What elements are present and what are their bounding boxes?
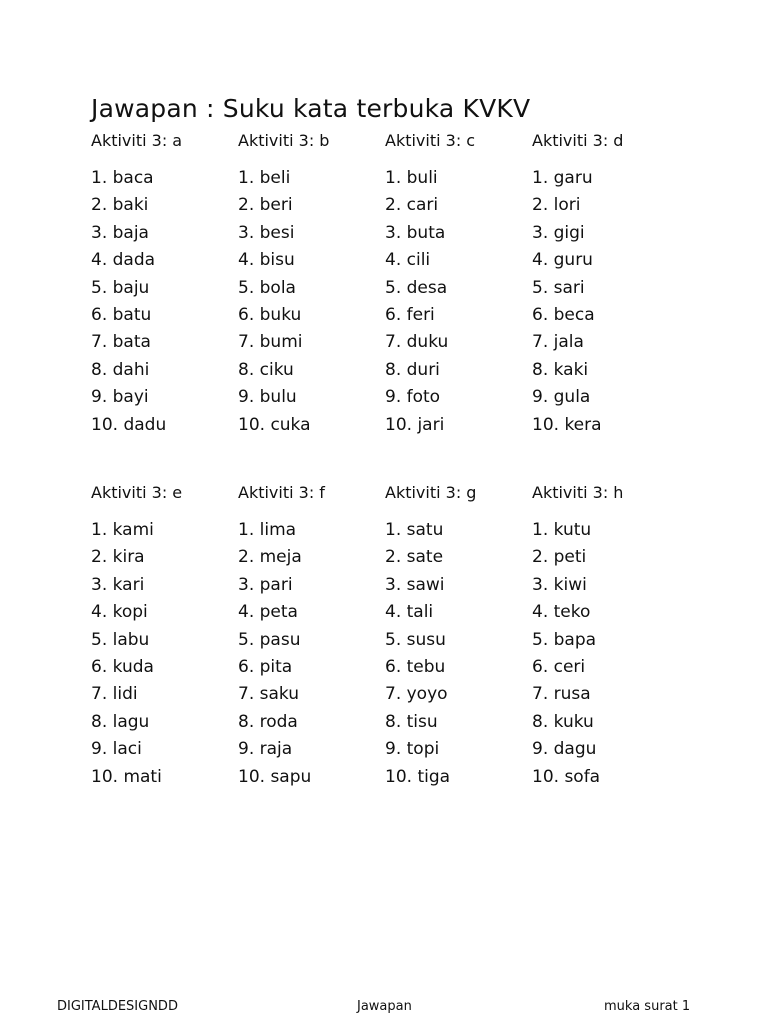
answer-item: 1. kami — [91, 520, 154, 540]
answer-item: 7. saku — [238, 684, 299, 705]
answer-item: 2. peti — [532, 547, 587, 568]
footer-brand: DIGITALDESIGNDD — [57, 999, 178, 1014]
answer-item: 8. dahi — [91, 359, 150, 380]
answer-item: 3. gigi — [532, 222, 585, 243]
answer-item: 5. susu — [385, 629, 446, 650]
answer-item: 6. feri — [385, 304, 435, 325]
answer-list — [385, 517, 532, 791]
footer-section-label: Jawapan — [357, 999, 412, 1014]
answer-item: 10. mati — [91, 766, 162, 787]
answer-item: 7. bata — [91, 332, 151, 353]
answer-item: 2. lori — [532, 195, 581, 216]
answer-item: 3. pari — [238, 574, 293, 595]
activity-heading: Aktiviti 3: h — [532, 483, 624, 502]
activity-heading: Aktiviti 3: e — [91, 483, 183, 502]
answer-item: 1. kutu — [532, 520, 592, 540]
answer-item: 6. beca — [532, 304, 595, 325]
answer-item: 8. roda — [238, 711, 298, 732]
answer-item: 7. jala — [532, 332, 584, 353]
answer-item: 5. desa — [385, 277, 448, 298]
answer-item: 7. duku — [385, 332, 449, 353]
answer-item: 7. bumi — [238, 332, 303, 353]
activity-column — [532, 482, 679, 791]
answer-item: 9. gula — [532, 387, 591, 408]
answer-item: 5. bapa — [532, 629, 597, 650]
footer-page-number: muka surat 1 — [604, 999, 691, 1014]
answer-item: 4. tali — [385, 602, 434, 623]
answer-item: 2. beri — [238, 195, 293, 216]
answer-list — [532, 165, 679, 439]
answer-item: 2. cari — [385, 195, 439, 216]
answer-item: 4. teko — [532, 602, 591, 623]
answer-item: 2. meja — [238, 547, 302, 568]
answer-item: 4. cili — [385, 250, 431, 271]
answer-item: 9. topi — [385, 739, 440, 760]
answer-item: 9. raja — [238, 739, 293, 760]
activity-column — [91, 482, 238, 791]
activity-column — [385, 482, 532, 791]
activity-column — [91, 130, 238, 439]
answer-item: 4. peta — [238, 602, 298, 623]
activity-column — [238, 130, 385, 439]
answer-item: 3. kari — [91, 574, 145, 595]
answer-item: 5. pasu — [238, 629, 301, 650]
answer-list — [385, 165, 532, 439]
answer-item: 8. ciku — [238, 359, 294, 380]
answer-item: 9. bayi — [91, 387, 149, 408]
activity-heading: Aktiviti 3: c — [385, 131, 476, 150]
answer-item: 7. lidi — [91, 684, 138, 705]
answer-item: 6. batu — [91, 304, 152, 325]
answer-item: 3. kiwi — [532, 574, 587, 595]
answer-item: 2. sate — [385, 547, 444, 568]
answer-item: 5. sari — [532, 277, 585, 298]
answer-item: 5. bola — [238, 277, 296, 298]
answer-item: 2. kira — [91, 547, 145, 568]
answer-item: 6. pita — [238, 656, 293, 677]
answer-list — [532, 517, 679, 791]
activity-column — [385, 130, 532, 439]
answer-item: 8. tisu — [385, 711, 438, 732]
activity-heading: Aktiviti 3: g — [385, 483, 477, 502]
answer-item: 8. duri — [385, 359, 440, 380]
answer-item: 1. garu — [532, 168, 593, 188]
answer-item: 10. jari — [385, 414, 445, 435]
answer-item: 1. buli — [385, 168, 438, 188]
answer-item: 10. sofa — [532, 766, 601, 787]
answer-item: 5. labu — [91, 629, 150, 650]
activity-heading: Aktiviti 3: f — [238, 483, 325, 502]
answer-item: 1. beli — [238, 168, 291, 188]
activity-heading: Aktiviti 3: b — [238, 131, 330, 150]
page-title: Jawapan : Suku kata terbuka KVKV — [91, 93, 531, 123]
answer-item: 9. laci — [91, 739, 142, 760]
answer-item: 6. buku — [238, 304, 302, 325]
activity-heading: Aktiviti 3: a — [91, 131, 183, 150]
answer-item: 10. kera — [532, 414, 602, 435]
answer-item: 9. dagu — [532, 739, 597, 760]
answer-item: 5. baju — [91, 277, 150, 298]
answer-item: 3. sawi — [385, 574, 445, 595]
answer-item: 8. kaki — [532, 359, 589, 380]
answer-item: 1. baca — [91, 168, 154, 188]
answer-item: 10. cuka — [238, 414, 311, 435]
answer-item: 1. lima — [238, 520, 297, 540]
answer-item: 7. rusa — [532, 684, 591, 705]
answer-item: 4. guru — [532, 250, 593, 271]
answer-item: 8. kuku — [532, 711, 594, 732]
answer-item: 8. lagu — [91, 711, 150, 732]
answer-item: 1. satu — [385, 520, 444, 540]
answer-item: 10. tiga — [385, 766, 451, 787]
answer-item: 10. sapu — [238, 766, 312, 787]
activity-column — [238, 482, 385, 791]
answer-item: 9. foto — [385, 387, 441, 408]
answer-item: 4. kopi — [91, 602, 148, 623]
answer-item: 6. kuda — [91, 656, 154, 677]
answer-item: 6. tebu — [385, 656, 446, 677]
activity-column — [532, 130, 679, 439]
activity-heading: Aktiviti 3: d — [532, 131, 624, 150]
answer-item: 3. buta — [385, 222, 446, 243]
answer-item: 7. yoyo — [385, 684, 448, 705]
answer-item: 6. ceri — [532, 656, 586, 677]
answer-list — [91, 517, 238, 791]
answer-list — [238, 165, 385, 439]
answer-item: 3. baja — [91, 222, 149, 243]
answer-item: 2. baki — [91, 195, 149, 216]
answer-item: 4. bisu — [238, 250, 295, 271]
answer-item: 10. dadu — [91, 414, 167, 435]
answer-list — [91, 165, 238, 439]
answer-item: 3. besi — [238, 222, 295, 243]
answer-item: 4. dada — [91, 250, 156, 271]
answer-item: 9. bulu — [238, 387, 297, 408]
answer-list — [238, 517, 385, 791]
